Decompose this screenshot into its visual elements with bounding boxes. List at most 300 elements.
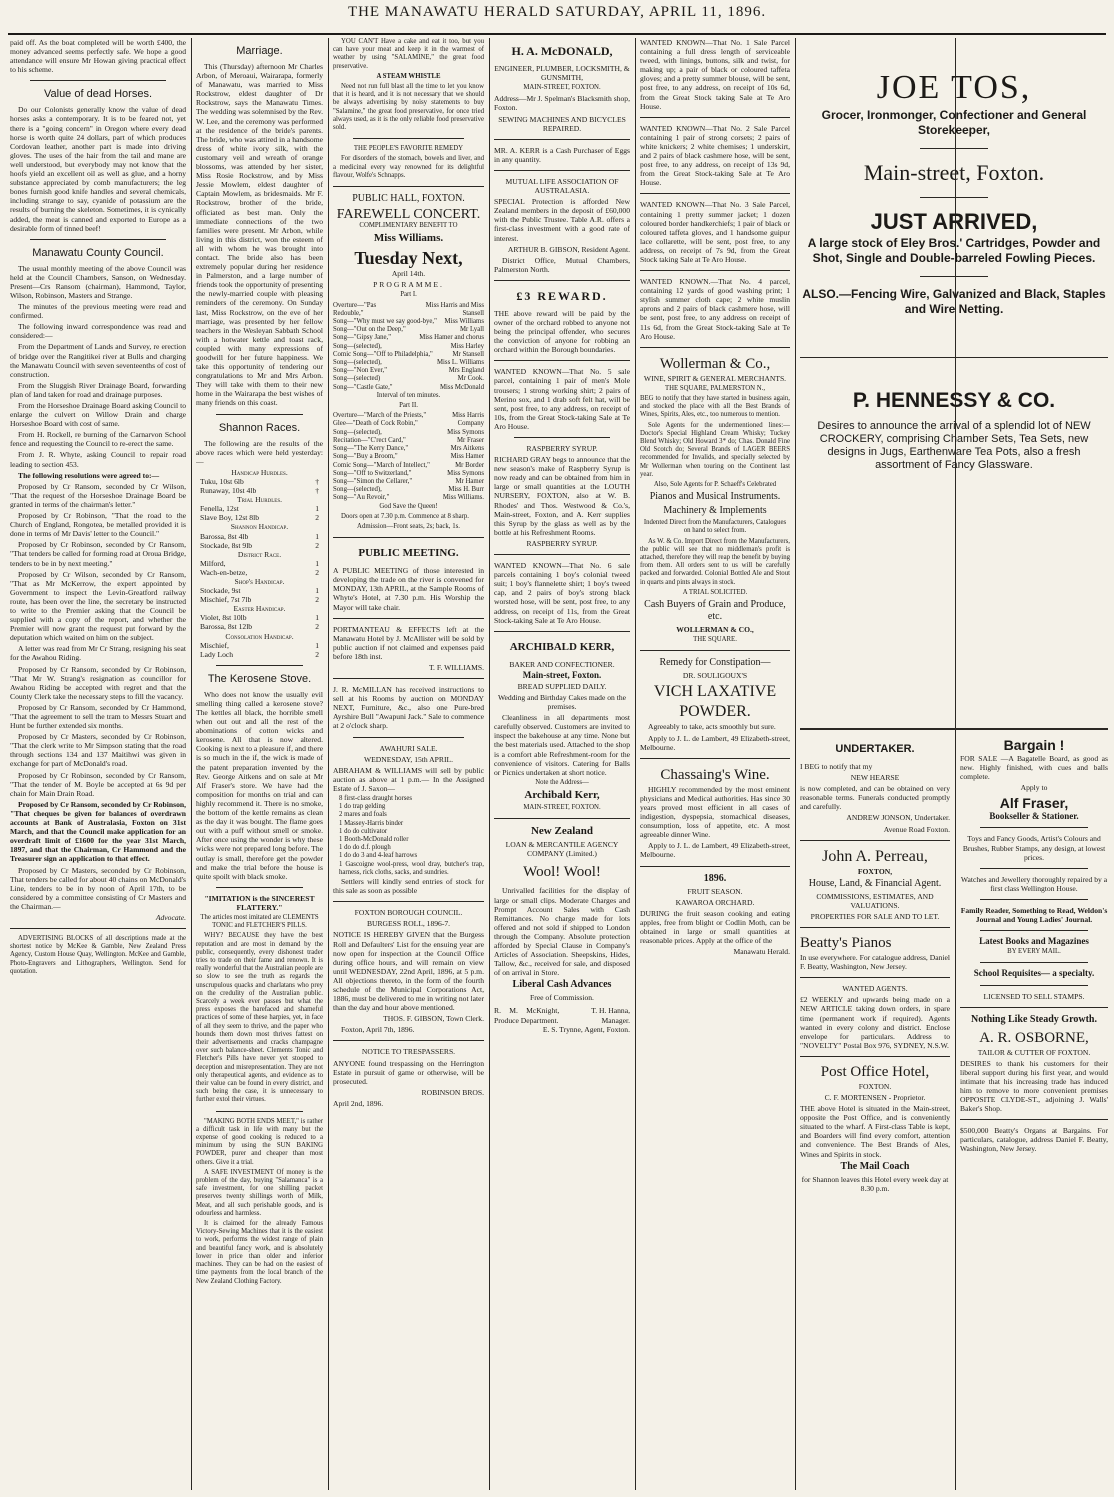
- public-hall-title: PUBLIC HALL, FOXTON.: [352, 193, 465, 205]
- programme-piece: Song—(selected): [333, 375, 381, 383]
- programme-piece: Song—(selected),: [333, 428, 382, 436]
- council-paragraph: Proposed by Cr Ransom, seconded by Cr Hammond, "That the agreement to sell the tram to Messrs Stuart and Hunt be further extended six months.: [10, 702, 186, 731]
- race-place: 1: [315, 504, 319, 514]
- masthead: THE MANAWATU HERALD SATURDAY, APRIL 11, 1896.: [347, 4, 767, 20]
- cleanliness-text: Cleanliness in all departments most carefully observed. Customers are invited to inspect the bakehouse at any time. None but the best materials used. Attached to the shop is a comfort able Refreshment-room for the convenience of visitors. Catering for Balls or Picnics undertaken at short notice.: [494, 713, 630, 777]
- lambert-address-1: Apply to J. L. de Lambert, 49 Elizabeth-street, Melbourne.: [640, 733, 790, 752]
- awahuri-sale-title: AWAHURI SALE.: [379, 743, 438, 753]
- divider: [960, 1007, 1108, 1008]
- loan-agency-title: LOAN & MERCANTILE AGENCY COMPANY (Limited.): [505, 840, 619, 859]
- heading-county-council: Manawatu County Council.: [32, 246, 164, 259]
- column-5: [640, 38, 790, 1490]
- column-3: [333, 38, 484, 1490]
- bargain-title: Bargain !: [1003, 737, 1065, 753]
- race-event-heading: Shannon Handicap.: [230, 522, 289, 532]
- chassaing-text: HIGHLY recommended by the most eminent physicians and Medical authorities. Has since 30 years proved most efficient in all cases of indigestion, dyspepsia, stomachical diseases, consumption, loss of appetite, etc. A most agreeable dinner Wine.: [640, 784, 790, 840]
- race-event-heading: Easter Handicap.: [233, 604, 286, 614]
- hanna-signature: T. H. Hanna, Manager.: [591, 1006, 630, 1025]
- council-paragraph: From H. Rockell, re burning of the Carnarvon School fence and requesting the Council to re-erect the same.: [10, 430, 186, 449]
- race-place: 1: [315, 558, 319, 568]
- divider: [800, 1056, 950, 1057]
- council-paragraph: From J. R. Whyte, asking Council to repair road leading to section 453.: [10, 450, 186, 469]
- programme-piece: Song—"Castle Gate,": [333, 383, 393, 391]
- fruit-text: DURING the fruit season cooking and eating apples, free from blight or Codlin Moth, can be obtained in large or small quantities at reasonable prices. Apply at the office of the: [640, 908, 790, 945]
- race-place: †: [315, 476, 319, 486]
- programme-item: [333, 351, 484, 359]
- wool-text: Unrivalled facilities for the display of large or small clips. Moderate Charges and Prompt Account Sales with Cash Remittances. No charge made for lots offered and not sold if shipped to London through the Company. Absolute protection afforded by Special Clause in Company's Articles of Association. Sheepskins, Hides, Tallow, &c., received for sale, and disposed of on arrival in Store.: [494, 886, 630, 978]
- programme-item: [333, 462, 484, 470]
- race-result-row: [196, 613, 323, 622]
- perreau-foxton: FOXTON,: [857, 866, 893, 876]
- gibson-signature: THOS. F. GIBSON, Town Clerk.: [383, 1014, 484, 1024]
- race-result-row: [196, 622, 323, 631]
- race-result-row: [196, 477, 323, 486]
- part-two: Part II.: [399, 402, 418, 410]
- race-event-heading: District Race.: [237, 549, 282, 559]
- programme-item: [333, 359, 484, 367]
- divider: [800, 357, 1108, 358]
- race-place: 2: [315, 649, 319, 659]
- race-place: 2: [315, 567, 319, 577]
- programme-item: [333, 437, 484, 445]
- heading-kerosene-stove: The Kerosene Stove.: [207, 672, 312, 685]
- sale-item: 1 do do 3 and 4-leaf harrows: [339, 852, 418, 860]
- just-arrived: JUST ARRIVED,: [870, 209, 1038, 234]
- divider: [640, 758, 790, 759]
- divider: [800, 927, 950, 928]
- tailor-line: TAILOR & CUTTER OF FOXTON.: [977, 1047, 1091, 1057]
- post-office-hotel-text: THE above Hotel is situated in the Main-street, opposite the Post Office, and is conveniently situated to the wharf. A First-class Table is kept, and Boarders will find every comfort, attention and convenience. The Best Brands of Ales, Wines and Spirits in stock.: [800, 1104, 950, 1159]
- year-1896: 1896.: [703, 872, 727, 884]
- divider: [920, 197, 988, 198]
- wanted-parcel-1: WANTED KNOWN—That No. 1 Sale Parcel containing a full dress length of serviceable tweed, with linings, buttons, silk and twist, for making up; a pair of black or coloured taffeta gloves; and a pretty summer blouse, will be sent, post free, to any address, on receipt of 10s 6d, from the Great Stock taking Sale at Te Aro House.: [640, 38, 790, 111]
- programme-piece: Song—(selected),: [333, 342, 382, 350]
- programme-part-two: [333, 412, 484, 502]
- sewing-repairs: SEWING MACHINES AND BICYCLES REPAIRED.: [498, 114, 626, 133]
- divider: [980, 930, 1088, 931]
- programme-performer: Mr Fraser: [457, 436, 484, 444]
- divider: [494, 170, 630, 171]
- programme-performer: Mr Hamer: [455, 477, 484, 485]
- imitation-subtitle: The articles most imitated are CLEMENTS TONIC and FLETCHER'S PILLS.: [200, 913, 319, 930]
- heading-shannon-races: Shannon Races.: [218, 421, 301, 434]
- main-street-foxton: Main-street, Foxton.: [863, 160, 1045, 185]
- doors-open: Doors open at 7.30 p.m. Commence at 8 sharp.: [341, 512, 469, 520]
- programme-piece: Song—"Simon the Cellarer,": [333, 477, 413, 485]
- perreau-title: John A. Perreau,: [822, 847, 928, 865]
- wanted-agents-text: £2 WEEKLY and upwards being made on a NEW ARTICLE taking down orders, in spare time (permanent work if required). Agents wanted in every colony and district. Enclose envelope for particulars. Address to "NOVELTY" Postal Box 976, SYDNEY, N.S.W.: [800, 995, 950, 1050]
- programme-item: [333, 453, 484, 461]
- divider: [640, 270, 790, 271]
- race-result-row: [196, 486, 323, 495]
- wollerman-footer: WOLLERMAN & CO.,: [676, 625, 754, 635]
- article-dead-horses: Do our Colonists generally know the value of dead horses asks a contemporary. It is to be feared not, yet there is a "going concern" in Oregon where every dead horse is worth quite 24 dollars, part of which produces Cordovan leather, another part is made into driving gloves. The uses of the hair from the tail and mane are well understood, but everybody may not know that the hoofs yield an excellent oil as well as glue, and a horny substance appreciated by comb manufacturers; the leg bones furnish good knife handles and several chemicals, including strange to say, cyanide of potassium are the results of burning the skeleton. Sometimes, it is cynically added, the meat is canned and exported to Europe as a desirable form of tinned beef!: [10, 105, 186, 233]
- mcdonald-address: MAIN-STREET, FOXTON.: [523, 84, 601, 92]
- divider: [494, 139, 630, 140]
- mcdonald-trades: ENGINEER, PLUMBER, LOCKSMITH, & GUNSMITH,: [494, 64, 630, 83]
- steam-whistle-text: Need not run full blast all the time to let you know that it is heard, and it is not necessary that we should be always advertising by noisy statements to buy "Salamine," the great food preservative, for once tried always used, as it is the only reliable food preservative sold.: [333, 83, 484, 132]
- steam-whistle-title: A STEAM WHISTLE: [376, 72, 441, 80]
- borough-council-title: FOXTON BOROUGH COUNCIL.: [354, 908, 463, 918]
- god-save-queen: God Save the Queen!: [379, 502, 438, 510]
- programme-item: [333, 343, 484, 351]
- column-1: [10, 38, 186, 1490]
- programme-performer: Miss Harris: [452, 412, 484, 420]
- sale-item: 8 first-class draught horses: [339, 795, 413, 802]
- post-office-foxton: FOXTON.: [858, 1081, 892, 1091]
- constipation-remedy: Remedy for Constipation—: [659, 657, 771, 669]
- mail-coach-text: for Shannon leaves this Hotel every week day at 8.30 p.m.: [801, 1174, 949, 1193]
- bread-supplied: BREAD SUPPLIED DAILY.: [517, 681, 607, 691]
- programme-piece: Overture—"March of the Priests,": [333, 412, 427, 420]
- divider: [494, 280, 630, 281]
- interval-note: Interval of ten minutes.: [376, 391, 441, 399]
- programme-performer: Mrs England: [448, 367, 484, 375]
- school-requisites: School Requisites— a specialty.: [973, 968, 1095, 979]
- osborne-text: DESIRES to thank his customers for their liberal support during his first year, and would intimate that his increasing trade has induced him to remove to more convenient premises OPPOSITE CLYDE-ST., adjoining J. Walls' Baker's Shop.: [960, 1058, 1108, 1114]
- programme-piece: Song—"Au Revoir,": [333, 494, 390, 502]
- council-paragraph: Proposed by Cr Masters, seconded by Cr Robinson, That tenders be called for about 40 chains on McDonald's Line, tenders to be in by noon of April 17th, to be considered by a committee consisting of Cr Masters and the Chairman.—: [10, 865, 186, 911]
- district-office: District Office, Mutual Chambers, Palmerston North.: [494, 255, 630, 274]
- programme-performer: Miss Williams: [444, 318, 484, 326]
- gibson-agent: ARTHUR B. GIBSON, Resident Agent.: [507, 244, 630, 254]
- race-event-heading: Shop's Handicap.: [234, 576, 285, 586]
- race-horse: Wach-en-betze,: [200, 567, 248, 577]
- pianos-line: Pianos and Musical Instruments.: [649, 491, 781, 503]
- column-8: [960, 736, 1108, 1490]
- commissions: COMMISSIONS, ESTIMATES, AND VALUATIONS.: [816, 891, 934, 910]
- farewell-concert-title: FAREWELL CONCERT.: [336, 207, 481, 223]
- wanted-agents-title: WANTED AGENTS.: [842, 984, 908, 994]
- programme-performer: Miss Harley: [450, 342, 484, 350]
- grocer-line: Grocer, Ironmonger, Confectioner and General Storekeeper,: [821, 108, 1087, 137]
- bargain-text: FOR SALE —A Bagatelle Board, as good as new. Highly finished, with cues and balls complete.: [960, 754, 1108, 782]
- race-horse: Tuku, 10st 6lb: [200, 476, 244, 486]
- programme-item: [333, 486, 484, 494]
- programme-piece: Song—"The Kerry Dance,": [333, 445, 409, 453]
- burgess-roll-title: BURGESS ROLL, 1896-7.: [366, 919, 451, 929]
- council-paragraph: The minutes of the previous meeting were read and confirmed.: [10, 302, 186, 321]
- wedding-cakes: Wedding and Birthday Cakes made on the premises.: [497, 692, 627, 712]
- heading-dead-horses: Value of dead Horses.: [43, 88, 153, 101]
- apply-to: Apply to: [1020, 783, 1048, 793]
- article-kerosene-stove: Who does not know the usually evil smelling thing called a kerosene stove? The kettles all black, the horrible smell when out out and all the rest of the abominations of cotton wicks and kerosene. All that is now altered. Cooking is next to a pleasure if, and there is so much in the if, the wick is made of the patent preparation invented by the Rev. George Aitkens and on sale at Mr Alf Fraser's store. We have had the composition for months on trial and can highly recommend it. There is no smoke, the bottom of the kettle remains as clean as the day it was bought. The flame goes out with a puff without smell or smoke. After once using the wonder is why these wicks were not prepared long before. The outlay is small, therefore get the powder and make the trial before the house is quite spoilt with black smoke.: [196, 689, 323, 881]
- divider: [980, 985, 1088, 986]
- divider: [333, 537, 484, 538]
- programme-performer: Mrs Aitkens: [450, 445, 484, 453]
- beatty-pianos-text: In use everywhere. For catalogue address, Daniel F. Beatty, Washington, New Jersey.: [800, 953, 950, 972]
- council-paragraph: Proposed by Cr Robinson, "That the road to the Church of England, Rongotea, be metalled provided it is done in terms of Mr Davis' letter to the Council.": [10, 511, 186, 539]
- divider: [30, 80, 166, 81]
- safe-investment-ad: A SAFE INVESTMENT Of money is the problem of the day, buying "Salamanca" is a safe investment, for one shilling packet preserves twenty shillings worth of Milk, Meat, and all such perishable goods, and is odourless and harmless.: [196, 1168, 323, 1217]
- council-paragraph: From the Sluggish River Drainage Board, forwarding plan of land taken for road and drainage purposes.: [10, 380, 186, 399]
- family-reader-text: Family Reader, Something to Read, Weldon's Journal and Young Ladies' Journal.: [960, 905, 1108, 925]
- baker-line: BAKER AND CONFECTIONER.: [509, 659, 615, 669]
- programme-item: [333, 478, 484, 486]
- sale-item: 1 Massey-Harris binder: [339, 819, 404, 827]
- divider: [333, 186, 484, 187]
- sale-item: 1 do do cultivator: [339, 827, 388, 835]
- race-result-row: [196, 532, 323, 541]
- hennessy-text: Desires to announce the arrival of a splendid lot of NEW CROCKERY, comprising Chamber Sets, Tea Sets, new designs in Jugs, Earthenware Tea Pots, also a fresh assortment of Fancy Glassware.: [817, 420, 1091, 471]
- archibald-kerr-address: MAIN-STREET, FOXTON.: [523, 804, 601, 812]
- sale-item: 1 do trap gelding: [339, 803, 386, 811]
- part-one: Part I.: [400, 291, 417, 299]
- race-horse: Mischief,: [200, 640, 229, 650]
- kerr-eggs-ad: MR. A. KERR is a Cash Purchaser of Eggs in any quantity.: [494, 145, 630, 164]
- divider: [640, 650, 790, 651]
- races-intro: The following are the results of the above races which were held yesterday:—: [196, 438, 323, 466]
- article-marriage: This (Thursday) afternoon Mr Charles Arbon, of Meroaui, Wairarapa, formerly of Manawatu, was married to Miss Rockstrow, eldest daughter of Dr Rockstrow, says the Manawatu Times. The wedding was solemnised by the Rev. W. Lee, and the ceremony was performed at the residence of the bride's parents. The bride, who was attired in a handsome dress of white ivory silk, with the customary veil and wreath of orange blossoms, was attended by her sister, Miss Rosie Rockstrow, and by Miss Jessie Mowlem, eldest daughter of Captain Mowlem, as bridesmaids. Mr F. Rockstrow, brother of the bride, officiated as best man. Only the immediate connections of the two families were present. Mr Arbon, while living in this district, won the esteem of all with whom he was brought into contact. The bride also has been extremely popular during her residence in Palmerston, and a large number of friends took the opportunity of presenting the newly-married couple with pleasing reminders of the ceremony. On Sunday last, Miss Rockstrow, on the eve of her marriage, was presented by her fellow teachers in the Wesleyan Sabbath School with a hotwater kettle and toast rack, coupled with many expressions of goodwill for her future happiness. We take this opportunity of tendering our congratulations to Mr and Mrs Arbon. They will take with them to their new home in the Wairarapa the best wishes of many friends on this coast.: [196, 62, 323, 408]
- race-result-row: [196, 559, 323, 568]
- programme-item: [333, 367, 484, 375]
- divider: [980, 899, 1088, 900]
- programme-item: [333, 375, 484, 383]
- programme-part-one: [333, 302, 484, 392]
- imitation-title: "IMITATION is the SINCEREST FLATTERY.": [204, 893, 315, 912]
- mutual-life-title: MUTUAL LIFE ASSOCIATION OF AUSTRALASIA.: [505, 176, 619, 196]
- race-place: 2: [315, 513, 319, 523]
- powder-title: POWDER.: [679, 703, 751, 721]
- nz-title: New Zealand: [530, 825, 594, 838]
- square-footer: THE SQUARE.: [693, 636, 737, 644]
- mcdonald-name: H. A. McDONALD,: [511, 44, 613, 58]
- wanted-parcel-2: WANTED KNOWN—That No. 2 Sale Parcel containing 1 pair of strong corsets; 2 pairs of white knickers; 2 white chemises; 1 underskirt, and 2 pairs of black cashmere hose, will be sent, post free, to any address, on receipt of 13s 9d, from the Great Stock-taking Sale at Te Aro House.: [640, 123, 790, 188]
- undertaker-title: UNDERTAKER.: [835, 743, 915, 755]
- sale-item: 1 Gascoigne wool-press, wool dray, butcher's trap, harness, rick cloths, sacks, and sundries.: [339, 860, 484, 876]
- gibson-date: Foxton, April 7th, 1896.: [341, 1025, 415, 1035]
- masthead-rule: [8, 33, 1106, 35]
- portmanteau-signature: T. F. WILLIAMS.: [428, 662, 484, 672]
- liberal-advances: Liberal Cash Advances: [512, 979, 612, 991]
- council-paragraph: The following resolutions were agreed to:—: [18, 470, 160, 480]
- licensed-stamps: LICENSED TO SELL STAMPS.: [983, 991, 1085, 1001]
- race-result-row: [196, 586, 323, 595]
- divider: [353, 138, 464, 139]
- joe-tos-title: JOE TOS,: [876, 69, 1032, 106]
- avenue-road: Avenue Road Foxton.: [883, 824, 950, 834]
- remedy-text: For disorders of the stomach, bowels and liver, and a medicinal every way renowned for its delightful flavour, Wolfe's Schnapps.: [333, 155, 484, 179]
- programme-item: [333, 445, 484, 453]
- divider: [640, 347, 790, 348]
- programme-performer: Miss Williams.: [442, 494, 484, 502]
- beatty-organs-ad: $500,000 Beatty's Organs at Bargains. For particulars, catalogue, address Daniel F. Beatty, Washington, New Jersey.: [960, 1126, 1108, 1154]
- race-horse: Stockade, 9st: [200, 586, 241, 596]
- council-paragraph: Proposed by Cr Wilson, seconded by Cr Ransom, "That as Mr McKerrow, the expert appointed by Government to inspect the Levin-Greatford railway route, has been over the line, the secretary be instructed to write to the Premier asking that the Council be supplied with a copy of the report, and whether the Premier will now grant the request put forward by the deputation which waited on him on the subject.: [10, 569, 186, 643]
- main-street-line: Main-street, Foxton.: [522, 669, 602, 680]
- watches-text: Watches and Jewellery thoroughly repaired by a first class Wellington House.: [960, 874, 1108, 893]
- divider: [333, 901, 484, 902]
- programme-item: [333, 494, 484, 502]
- race-horse: Runaway, 10st 4lb: [200, 486, 257, 496]
- public-meeting-title: PUBLIC MEETING.: [358, 547, 459, 560]
- divider: [494, 360, 630, 361]
- wanted-parcel-3: WANTED KNOWN—That No. 3 Sale Parcel, containing 1 pretty summer jacket; 1 dozen coloured border handkerchiefs; 1 pair of black or coloured taffeta gloves, and 1 handsome guipur lace collarette, will be sent, post free, to any address, on receipt of 7s 9d, from the Great Stock taking Sale at Te Aro House.: [640, 200, 790, 264]
- eley-cartridges: A large stock of Eley Bros.' Cartridges, Powder and Shot, Single and Double-barreled Fowling Pieces.: [807, 236, 1101, 265]
- intro-text: paid off. As the boat completed will be worth £400, the money advanced seems perfectly safe. We hope a good attendance will ensure Mr Howan giving practical effect to his scheme.: [10, 38, 186, 75]
- souligoux: DR. SOULIGOUX'S: [682, 671, 748, 681]
- programme-item: [333, 318, 484, 326]
- programme-item: [333, 470, 484, 478]
- council-paragraph: Proposed by Cr Masters, seconded by Cr Robinson, "That the clerk write to Mr Simpson stating that the road through sections 134 and 137 Maitihwi was given in exchange for part of McDonald's road.: [10, 732, 186, 769]
- trespassers-text: ANYONE found trespassing on the Herrington Estate in pursuit of game or otherwise, will be prosecuted.: [333, 1058, 484, 1086]
- council-paragraph: Proposed by Cr Robinson, seconded by Cr Ransom, "That the tender of M. Boyle be accepted at 6s 9d per chain for Main Drain Road.: [10, 770, 186, 798]
- concert-date: April 14th.: [391, 269, 426, 279]
- sewing-machine-ad: It is claimed for the already Famous Victory-Sewing Machines that it is the easiest to work, performs the widest range of plain and beautiful fancy work, and is absolutely lower in price than older and inferior machines. They can be had on the easiest of time payments from the local branch of the New Zealand Clothing Factory.: [196, 1220, 323, 1285]
- mortensen-proprietor: C. F. MORTENSEN - Proprietor.: [824, 1092, 926, 1102]
- herald-signature: Manawatu Herald.: [733, 947, 790, 957]
- programme-piece: Comic Song—"Off to Philadelphia,": [333, 350, 433, 358]
- council-paragraph: The usual monthly meeting of the above Council was held at the Council Chambers, Sanson, on Wednesday. Present—Crs Ransom (chairman), Hammond, Taylor, Wilson, Robinson, Masters and Strange.: [10, 263, 186, 300]
- race-horse: Stockade, 8st 9lb: [200, 540, 253, 550]
- every-mail: BY EVERY MAIL.: [1007, 948, 1061, 956]
- cant-ad: YOU CAN'T Have a cake and eat it too, but you can have your meat and keep it in the warmest of weather by using "SALAMINE," the great food preservative.: [333, 38, 484, 70]
- divider: [640, 117, 790, 118]
- race-result-row: [196, 541, 323, 550]
- mail-coach-title: The Mail Coach: [840, 1160, 910, 1172]
- council-paragraph: From the Department of Lands and Survey, re erection of bridge over the Rangitikei river at Bulls and charging the Manawatu Council with seven seventeenths of cost of construction.: [10, 342, 186, 379]
- council-paragraph: Proposed by Cr Ransom, seconded by Cr Robinson, "That cheques be given for balances of overdrawn accounts at Bank of Australasia, Foxton on 31st March, and that the Council make application for an overdraft limit of £1600 for the year 31st March, 1897, and that the Chairman, Cr Hammond and the Treasurer sign an application to that effect.: [10, 799, 186, 864]
- programme-performer: Mr Stansell: [452, 350, 484, 358]
- advertising-blocks-ad: ADVERTISING BLOCKS of all descriptions made at the shortest notice by McKee & Gamble, New Zealand Press Agency, Custom House Quay, Wellington. McKee and Gamble, Photo-Engravers and Lithographers, Wellington. Send for quotation.: [10, 935, 186, 975]
- programme-performer: Mr Border: [455, 461, 484, 469]
- divider: [920, 276, 988, 277]
- chassaing-title: Chassaing's Wine.: [660, 766, 770, 783]
- mutual-life-text: SPECIAL Protection is afforded New Zealand members in the deposit of £60,000 with the Public Trustee. Table A.R. offers a first-class investment with a good rate of interest.: [494, 197, 630, 243]
- programme-item: [333, 420, 484, 428]
- toys-text: Toys and Fancy Goods, Artist's Colours and Brushes, Rubber Stamps, any design, at lowest prices.: [962, 834, 1106, 862]
- fencing-wire: ALSO.—Fencing Wire, Galvanized and Black, Staples and Wire Netting.: [802, 287, 1106, 316]
- column-4: [494, 38, 630, 1490]
- programme-performer: Miss Hamer and chorus: [419, 334, 484, 342]
- programme-item: [333, 384, 484, 392]
- programme-piece: Comic Song—"March of Intellect,": [333, 461, 430, 469]
- race-place: 1: [315, 586, 319, 596]
- column-7: [800, 736, 950, 1490]
- programme-piece: Recitation—"C'rect Card,": [333, 436, 406, 444]
- column-divider: [328, 38, 329, 1490]
- post-office-hotel-title: Post Office Hotel,: [820, 1063, 930, 1080]
- heading-marriage: Marriage.: [236, 45, 283, 57]
- divider: [494, 554, 630, 555]
- programme-item: [333, 326, 484, 334]
- lambert-address-2: Apply to J. L. de Lambert, 49 Elizabeth-street, Melbourne.: [640, 841, 790, 860]
- imitation-text: WHY? BECAUSE they have the best reputation and are most in demand by the public, consequently, every dishonest trader tries to trade on their fame and renown. It is really wonderful that the Australian people are so slow to see the truth as regards the unscrupulous quacks and charlatans who prey on the credulity of the Australian public. Scarcely a week ever passes but what the press exposes the barefaced and shameful practices of some of these harpies, yet, in face of all they seem to thrive, and the paper who hounds them down most thrives fattest on their advertisements and cracks champagne over such balance-sheet. Clements Tonic and Fletcher's Pills have never yet stooped to deception and misrepresentation. They are not only therapeutical agents, and evidence as to their value can be found in every district, and such being the case, it is unnecessary to further extol their virtues.: [196, 932, 323, 1104]
- reward-title: £3 REWARD.: [516, 288, 608, 303]
- programme-performer: Mr Cook.: [457, 375, 484, 383]
- race-horse: Barossa, 8st 12lb: [200, 622, 253, 632]
- programme-performer: Miss Hamer: [450, 453, 484, 461]
- signatures-row: [494, 1006, 630, 1024]
- sale-item: 1 do do d.f. plough: [339, 844, 391, 852]
- settlers-note: Settlers will kindly send entries of stock for this sale as soon as possible: [333, 877, 484, 896]
- wanted-parcel-6: WANTED KNOWN—That No. 6 sale parcels containing 1 boy's colonial tweed suit; 1 boy's flannelette shirt; 1 boy's tweed cap, and 2 pairs of boy's strong black worsted hose, will be sent, post free, to any address, on receipt of 11s, from the Great Stock-taking Sale at Te Aro House.: [494, 561, 630, 625]
- programme-performer: Company: [457, 420, 484, 428]
- race-result-row: [196, 641, 323, 650]
- programme-item: [333, 334, 484, 342]
- race-horse: Barossa, 8st 4lb: [200, 531, 249, 541]
- race-place: 1: [315, 640, 319, 650]
- import-text: As W. & Co. Import Direct from the Manufacturers, the public will see that no middleman's profit is attached, therefore they will reap the benefit by buying from them. All orders sent to us will be carefully packed and forwarded. Colonial Bottled Ale and Stout in quarts and pints always in stock.: [640, 537, 790, 586]
- council-paragraph: From the Horseshoe Drainage Board asking Council to enlarge the culvert on Willow Drain and charge Horseshoe Board with cost of same.: [10, 401, 186, 429]
- column-2: [196, 38, 323, 1490]
- source-advocate: Advocate.: [155, 912, 186, 922]
- race-results-list: [196, 468, 323, 659]
- sale-items-list: [333, 795, 484, 877]
- race-horse: Fenella, 12st: [200, 504, 239, 514]
- divider: [353, 737, 464, 738]
- race-result-row: [196, 650, 323, 659]
- archibald-kerr-footer: Archibald Kerr,: [524, 789, 600, 802]
- wollerman-agents: Sole Agents for the undermentioned lines:— Doctor's Special Highland Cream Whisky; Tuckey Blend Whisky; Old Howard 3* do; Chas. Donald Fine Old Scotch do; Several Brands of LAGER BEERS recommended for Invalids, and specially selected by Mr Wollerman when touring on the Continent last year.: [640, 421, 790, 478]
- raspberry-syrup-footer: RASPBERRY SYRUP.: [526, 538, 598, 548]
- wanted-parcel-4: WANTED KNOWN.—That No. 4 parcel, containing 12 yards of good washing print; 1 stylish summer cloth cape; 2 white muslin aprons and 2 pairs of black cashmere hose, will be sent, post free, to any address on receipt of 11s 6d, from the Great Stock-taking Sale at Te Aro House.: [640, 277, 790, 341]
- programme-performer: Miss Symons: [447, 428, 484, 436]
- divider: [216, 414, 303, 415]
- divider: [333, 1040, 484, 1041]
- column-6-top: [800, 38, 1108, 728]
- mcmillan-ad: J. R. McMILLAN has received instructions to sell at his Rooms by auction on MONDAY NEXT, Furniture, &c., also one Pure-bred Ayrshire Bull "Awapuni Jack." Sale to commence at 2 o'clock sharp.: [333, 685, 484, 731]
- undertaker-intro: I BEG to notify that my: [800, 762, 873, 771]
- mcknight-signature: R. M. McKnight, Produce Department.: [494, 1006, 560, 1025]
- wollerman-intro: BEG to notify that they have started in business again, and stocked the place with all the Best Brands of Wines, Spirits, Ales, etc., too numerous to mention.: [640, 395, 790, 419]
- trynne-signature: E. S. Trynne, Agent, Foxton.: [542, 1024, 630, 1034]
- programme-heading: PROGRAMME.: [373, 280, 444, 290]
- miss-williams: Miss Williams.: [373, 232, 444, 245]
- race-place: 2: [315, 540, 319, 550]
- programme-performer: Mr Lyall: [460, 326, 484, 334]
- column-divider: [795, 38, 796, 1490]
- programme-performer: Miss H. Burr: [448, 486, 484, 494]
- race-horse: Milford,: [200, 558, 226, 568]
- indented-line: Indented Direct from the Manufacturers, Catalogues on hand to select from.: [643, 519, 787, 535]
- agreeably-text: Agreeably to take, acts smoothly but sure.: [648, 722, 776, 732]
- osborne-title: A. R. OSBORNE,: [979, 1029, 1089, 1046]
- council-paragraph: A letter was read from Mr Cr Strang, resigning his seat for the Awahou Riding.: [10, 644, 186, 663]
- programme-performer: Miss Symons: [447, 469, 484, 477]
- divider: [640, 866, 790, 867]
- programme-piece: Overture—"Pas Redouble,": [333, 301, 377, 317]
- divider: [30, 239, 166, 240]
- benefit-line: COMPLIMENTARY BENEFIT TO: [359, 222, 458, 230]
- council-paragraph: Proposed by Cr Ransom, seconded by Cr Robinson, "That Mr W. Strang's resignation as councillor for Awahou Riding be accepted with regret and that the County Clerk take the necessary steps to fill the vacancy.: [10, 664, 186, 701]
- race-result-row: [196, 513, 323, 522]
- race-place: 2: [315, 595, 319, 605]
- race-horse: Violet, 8st 10lb: [200, 613, 247, 623]
- council-paragraph: The following inward correspondence was read and considered:—: [10, 322, 186, 341]
- vich-laxative: VICH LAXATIVE: [653, 683, 777, 701]
- race-event-heading: Consolation Handicap.: [225, 631, 294, 641]
- cash-buyers: Cash Buyers of Grain and Produce, etc.: [644, 599, 786, 623]
- wollerman-title: Wollerman & Co.,: [659, 355, 771, 372]
- latest-books: Latest Books and Magazines: [979, 936, 1089, 947]
- council-paragraph: Proposed by Cr Ransom, seconded by Cr Wilson, "That the request of the Horseshoe Drainage Board be granted in terms of the chairman's letter.": [10, 481, 186, 509]
- hearse-text: is now completed, and can be obtained on very reasonable terms. Funerals conducted promptly and carefully.: [800, 784, 950, 812]
- race-result-row: [196, 504, 323, 513]
- portmanteau-ad: PORTMANTEAU & EFFECTS left at the Manawatu Hotel by J. McAllister will be sold by public auction if not claimed and expenses paid before 18th inst.: [333, 624, 484, 661]
- programme-item: [333, 412, 484, 420]
- programme-item: [333, 429, 484, 437]
- archibald-kerr-name: ARCHIBALD KERR,: [509, 640, 615, 653]
- perreau-agent: House, Land, & Financial Agent.: [808, 877, 942, 889]
- race-place: 1: [315, 531, 319, 541]
- beatty-pianos-title: Beatty's Pianos: [800, 935, 892, 952]
- alf-fraser-title: Alf Fraser,: [999, 795, 1069, 812]
- programme-item: [333, 302, 484, 318]
- jonson-signature: ANDREW JONSON, Undertaker.: [846, 813, 950, 823]
- race-horse: Slave Boy, 12st 8lb: [200, 513, 259, 523]
- race-place: 1: [315, 613, 319, 623]
